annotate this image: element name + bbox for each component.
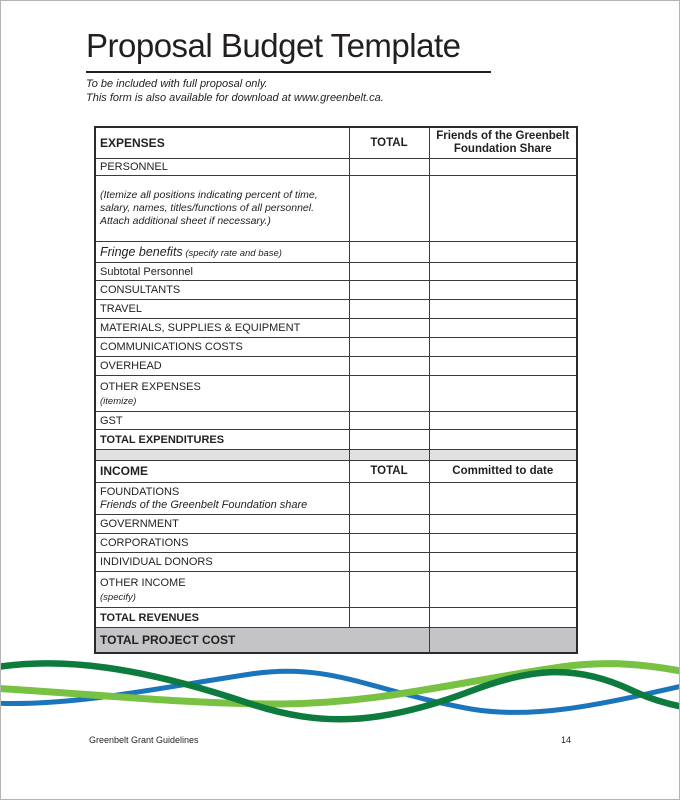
table-row xyxy=(95,281,577,300)
row-sublabel-friends-of-the-greenbelt-foundation-share: Friends of the Greenbelt Foundation share xyxy=(100,499,308,511)
subtitle-line-2: This form is also available for download at www.greenbelt.ca. xyxy=(86,92,384,104)
expenses-total-cell-subtotal-personnel[interactable] xyxy=(349,263,429,281)
row-label-suffix: (specify rate and base) xyxy=(182,248,282,259)
expenses-total-cell-gst[interactable] xyxy=(349,412,429,430)
table-row xyxy=(95,430,577,450)
row-label-materials-supplies-equipment: MATERIALS, SUPPLIES & EQUIPMENT xyxy=(95,319,349,338)
expenses-foundation-share-cell-personnel[interactable] xyxy=(429,159,577,176)
income-committed-to-date-cell-other-income[interactable] xyxy=(429,572,577,608)
row-label-subtotal-personnel: Subtotal Personnel xyxy=(95,263,349,281)
expenses-foundation-share-cell-subtotal-personnel[interactable] xyxy=(429,263,577,281)
table-row xyxy=(95,534,577,553)
row-label-personnel: PERSONNEL xyxy=(95,159,349,176)
table-row xyxy=(95,300,577,319)
table-row xyxy=(95,242,577,263)
expenses-foundation-share-cell-itemize-all-positions-indicating-percent-of-time-salary-names-titles-functions-of-all-personnel-attach-additional-sheet-if-necessary[interactable] xyxy=(429,176,577,242)
table-row xyxy=(95,338,577,357)
income-header-committed-to-date: Committed to date xyxy=(429,461,577,483)
expenses-header-expenses: EXPENSES xyxy=(95,127,349,159)
table-row xyxy=(95,319,577,338)
title-underline xyxy=(86,71,491,73)
row-label-travel: TRAVEL xyxy=(95,300,349,319)
row-label-main: Fringe benefits xyxy=(100,245,183,259)
income-header-total: TOTAL xyxy=(349,461,429,483)
table-row xyxy=(95,176,577,242)
wave-dark-green xyxy=(1,663,679,719)
expenses-total-cell-communications-costs[interactable] xyxy=(349,338,429,357)
expenses-header-row xyxy=(95,127,577,159)
spacer-cell xyxy=(349,450,429,461)
row-label-communications-costs: COMMUNICATIONS COSTS xyxy=(95,338,349,357)
row-label-consultants: CONSULTANTS xyxy=(95,281,349,300)
row-label-government: GOVERNMENT xyxy=(95,515,349,534)
row-label-itemize-all-positions-indicating-percent-of-time-salary-names-titles-functions-of-all-personnel-attach-additional-sheet-if-necessary: (Itemize all positions indicating percent of time, salary, names, titles/functions of all personnel. Attach additional sheet if necessary.) xyxy=(95,176,349,242)
income-committed-to-date-cell-individual-donors[interactable] xyxy=(429,553,577,572)
row-label-other-expenses: OTHER EXPENSES (itemize) xyxy=(95,376,349,412)
expenses-total-cell-materials-supplies-equipment[interactable] xyxy=(349,319,429,338)
row-label-foundations: FOUNDATIONS Friends of the Greenbelt Foundation share xyxy=(95,483,349,515)
row-label-individual-donors: INDIVIDUAL DONORS xyxy=(95,553,349,572)
row-label-total-project-cost: TOTAL PROJECT COST xyxy=(95,628,429,653)
expenses-foundation-share-cell-other-expenses[interactable] xyxy=(429,376,577,412)
expenses-foundation-share-cell-consultants[interactable] xyxy=(429,281,577,300)
income-committed-to-date-cell-foundations[interactable] xyxy=(429,483,577,515)
table-row xyxy=(95,357,577,376)
income-total-cell-government[interactable] xyxy=(349,515,429,534)
income-total-cell-other-income[interactable] xyxy=(349,572,429,608)
expenses-total-cell-total-expenditures[interactable] xyxy=(349,430,429,450)
table-row xyxy=(95,376,577,412)
row-label-gst: GST xyxy=(95,412,349,430)
expenses-foundation-share-cell-gst[interactable] xyxy=(429,412,577,430)
income-total-cell-corporations[interactable] xyxy=(349,534,429,553)
income-total-cell-total-revenues[interactable] xyxy=(349,608,429,628)
footer-page-number: 14 xyxy=(561,735,572,745)
row-label-fringe-benefits xyxy=(95,242,349,263)
table-row xyxy=(95,483,577,515)
income-committed-to-date-cell-total-revenues[interactable] xyxy=(429,608,577,628)
expenses-total-cell-overhead[interactable] xyxy=(349,357,429,376)
table-row xyxy=(95,412,577,430)
section-spacer-row xyxy=(95,450,577,461)
subtitle-line-1: To be included with full proposal only. xyxy=(86,78,268,90)
spacer-cell xyxy=(95,450,349,461)
row-label-other-income: OTHER INCOME (specify) xyxy=(95,572,349,608)
expenses-total-cell-fringe-benefits[interactable] xyxy=(349,242,429,263)
row-sublabel-itemize: (itemize) xyxy=(100,395,137,407)
table-row xyxy=(95,572,577,608)
row-label-corporations: CORPORATIONS xyxy=(95,534,349,553)
expenses-foundation-share-cell-total-expenditures[interactable] xyxy=(429,430,577,450)
table-row xyxy=(95,263,577,281)
row-label-total-revenues: TOTAL REVENUES xyxy=(95,608,349,628)
expenses-total-cell-travel[interactable] xyxy=(349,300,429,319)
page-title: Proposal Budget Template xyxy=(86,27,461,64)
row-label-total-expenditures: TOTAL EXPENDITURES xyxy=(95,430,349,450)
spacer-cell xyxy=(429,450,577,461)
expenses-total-cell-personnel[interactable] xyxy=(349,159,429,176)
table-row xyxy=(95,159,577,176)
income-header-row xyxy=(95,461,577,483)
budget-table xyxy=(94,126,578,654)
table-row xyxy=(95,608,577,628)
wave-blue xyxy=(1,671,679,712)
income-header-income: INCOME xyxy=(95,461,349,483)
table-row xyxy=(95,515,577,534)
expenses-foundation-share-cell-travel[interactable] xyxy=(429,300,577,319)
expenses-foundation-share-cell-materials-supplies-equipment[interactable] xyxy=(429,319,577,338)
income-total-cell-foundations[interactable] xyxy=(349,483,429,515)
expenses-total-cell-consultants[interactable] xyxy=(349,281,429,300)
table-row xyxy=(95,553,577,572)
expenses-foundation-share-cell-communications-costs[interactable] xyxy=(429,338,577,357)
expenses-total-cell-other-expenses[interactable] xyxy=(349,376,429,412)
expenses-header-total: TOTAL xyxy=(349,127,429,159)
expenses-foundation-share-cell-fringe-benefits[interactable] xyxy=(429,242,577,263)
expenses-foundation-share-cell-overhead[interactable] xyxy=(429,357,577,376)
expenses-header-friends-of-the-greenbelt-foundation-share: Friends of the Greenbelt Foundation Share xyxy=(429,127,577,159)
income-total-cell-individual-donors[interactable] xyxy=(349,553,429,572)
expenses-total-cell-itemize-all-positions-indicating-percent-of-time-salary-names-titles-functions-of-all-personnel-attach-additional-sheet-if-necessary[interactable] xyxy=(349,176,429,242)
subtitle xyxy=(86,77,384,105)
income-committed-to-date-cell-corporations[interactable] xyxy=(429,534,577,553)
footer-document-name: Greenbelt Grant Guidelines xyxy=(89,735,199,745)
row-label-overhead: OVERHEAD xyxy=(95,357,349,376)
row-sublabel-specify: (specify) xyxy=(100,591,136,603)
decorative-waves xyxy=(1,649,679,744)
income-committed-to-date-cell-government[interactable] xyxy=(429,515,577,534)
